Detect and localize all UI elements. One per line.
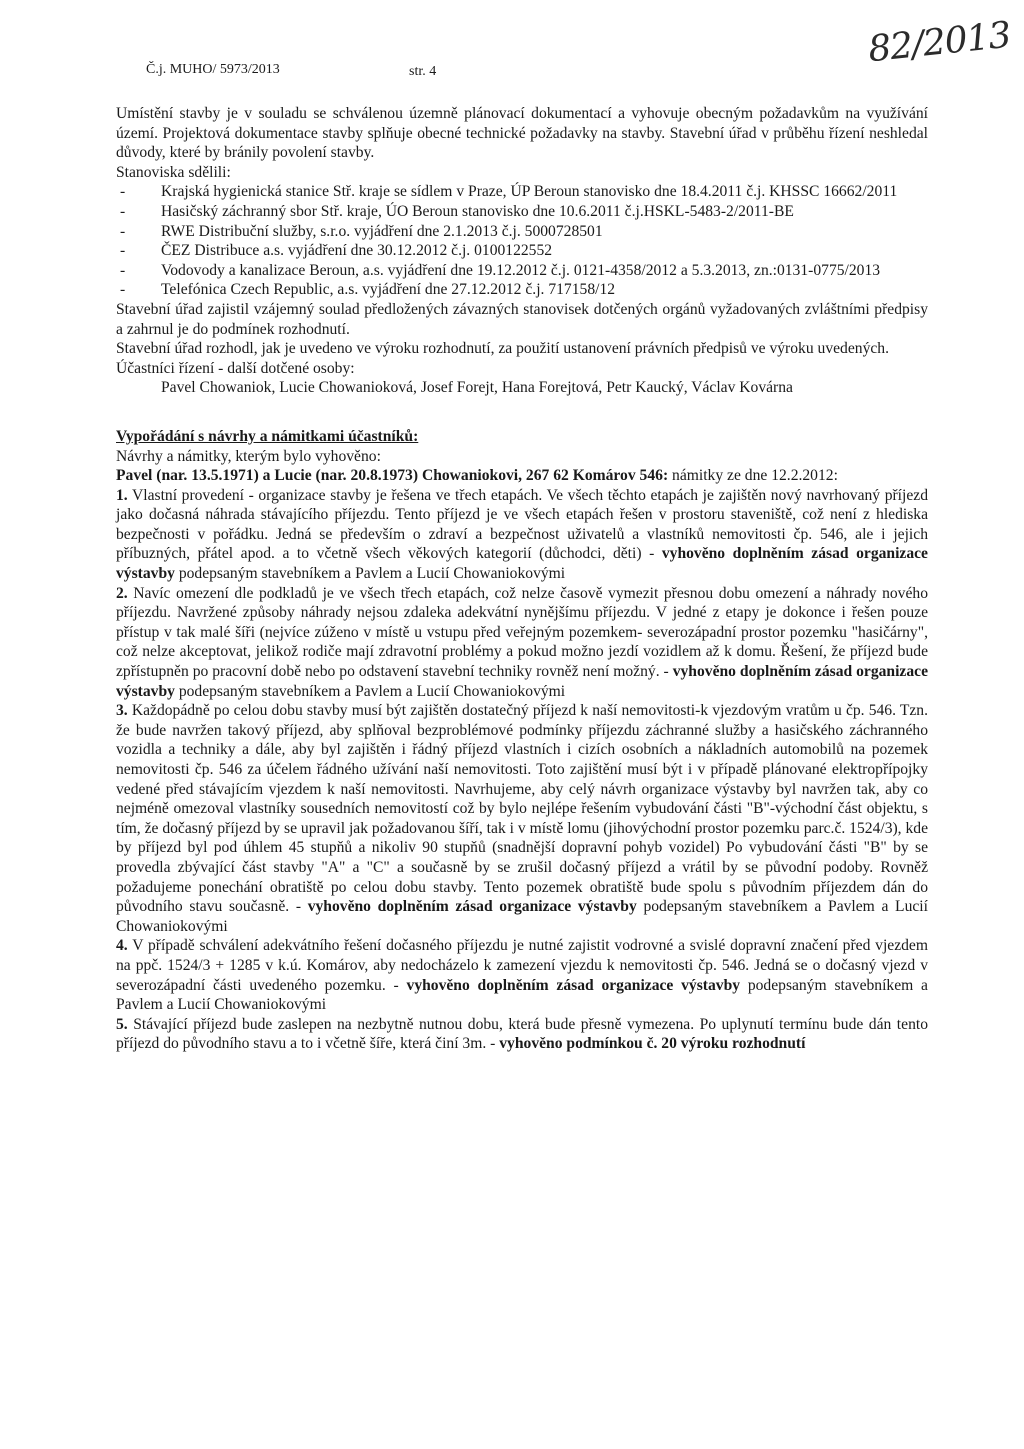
- objection-number: 3.: [116, 702, 128, 720]
- objection-item: [116, 701, 928, 936]
- objection-text: V případě schválení adekvátního řešení dočasného příjezdu je nutné zajistit vodrovné a svislé dopravní značení před vjezdem na ppč. 1524/3 + 1285 v k.ú. Komárov, aby nedocházelo k zamezení vjezdu k nemovitosti čp. 546. Jedná se o dočasný vjezd v severozápadní části uvedeného pozemku. -: [116, 937, 928, 994]
- objection-text: Navíc omezení dle podkladů je ve všech třech etapách, což nelze časově vymezit přesnou dobu omezení a náhrady nového příjezdu. Navržené způsoby náhrady nejsou zdaleka adekvátní nynějšímu příjezdu. V jedné z etapy je dokonce i řešen pouze přístup v tak malé šíři (nejvíce zúženo v místě u vstupu před veřejným pozemkem- severozápadní prostor pozemku "hasičárny", což nelze akceptovat, jelikož rodiče mají zdravotní problémy a pokud možno jezdí vozidlem až k domu. Řešení, že příjezd bude zpřístupněn po pracovní době nebo po odstavení stavební techniky rovněž není možný. -: [116, 584, 928, 681]
- objections-title: Vypořádání s návrhy a námitkami účastníků:: [116, 427, 419, 445]
- participants-names: Pavel Chowaniok, Lucie Chowanioková, Josef Forejt, Hana Forejtová, Petr Kaucký, Václav Kovárna: [161, 379, 793, 397]
- participants-label: Účastníci řízení - další dotčené osoby:: [116, 359, 355, 377]
- objection-verdict: vyhověno doplněním zásad organizace výstavby: [406, 976, 741, 994]
- opinions-label: Stanoviska sdělili:: [116, 163, 231, 181]
- intro-paragraph: Umístění stavby je v souladu se schválenou územně plánovací dokumentací a vyhovuje obecným požadavkům na využívání území. Projektová dokumentace stavby splňuje obecné technické požadavky na stavby. Stavební úřad v průběhu řízení neshledal důvody, které by bránily povolení stavby.: [116, 105, 928, 162]
- reference-number: Č.j. MUHO/ 5973/2013: [146, 62, 280, 77]
- objection-verdict: vyhověno podmínkou č. 20 výroku rozhodnutí: [499, 1035, 806, 1053]
- objection-item: [116, 1015, 928, 1054]
- decision-paragraph: Stavební úřad rozhodl, jak je uvedeno ve výroku rozhodnutí, za použití ustanovení právních předpisů ve výroku uvedených.: [116, 340, 889, 358]
- party-date: námitky ze dne 12.2.2012:: [668, 467, 838, 485]
- list-item: - ČEZ Distribuce a.s. vyjádření dne 30.12.2012 č.j. 0100122552: [116, 241, 928, 261]
- objection-number: 2.: [116, 584, 128, 602]
- objection-verdict: vyhověno doplněním zásad organizace výstavby: [307, 898, 637, 916]
- objection-number: 1.: [116, 486, 128, 504]
- document-body: [116, 104, 928, 1054]
- objection-tail: podepsaným stavebníkem a Pavlem a Lucií Chowaniokovými: [174, 682, 566, 700]
- party-name: Pavel (nar. 13.5.1971) a Lucie (nar. 20.8.1973) Chowaniokovi, 267 62 Komárov 546:: [116, 467, 669, 485]
- harmony-paragraph: Stavební úřad zajistil vzájemný soulad předložených závazných stanovisek dotčených orgánů vyžadovaných zvláštními předpisy a zahrnul je do podmínek rozhodnutí.: [116, 300, 928, 338]
- objection-text: Vlastní provedení - organizace stavby je řešena ve třech etapách. Ve všech těchto etapách je zajištěn nový navrhovaný příjezd jako dočasná náhrada stávajícího příjezdu. Tento příjezd je ve všech etapách řešen v prostoru staveniště, což není z hlediska bezpečnosti v pořádku. Jedná se především o zdraví a bezpečnost uživatelů a vlastníků nemovitosti čp. 546, ale i jejich příbuzných, přátel apod. a to včetně všech věkových kategorií (důchodci, děti) -: [116, 486, 928, 563]
- handwritten-stamp: 82/2013: [866, 14, 1013, 71]
- list-item: - Hasičský záchranný sbor Stř. kraje, ÚO Beroun stanovisko dne 10.6.2011 č.j.HSKL-5483-2/2011-BE: [116, 202, 928, 222]
- list-item: - Krajská hygienická stanice Stř. kraje se sídlem v Praze, ÚP Beroun stanovisko dne 18.4.2011 č.j. KHSSC 16662/2011: [116, 182, 928, 202]
- accepted-label: Návrhy a námitky, kterým bylo vyhověno:: [116, 447, 381, 465]
- objection-number: 4.: [116, 937, 128, 955]
- list-item: - RWE Distribuční služby, s.r.o. vyjádření dne 2.1.2013 č.j. 5000728501: [116, 222, 928, 242]
- page-number: str. 4: [409, 64, 437, 79]
- objection-number: 5.: [116, 1015, 128, 1033]
- objection-verdict: vyhověno doplněním zásad organizace výstavby: [116, 663, 928, 700]
- objection-tail: podepsaným stavebníkem a Pavlem a Lucií Chowaniokovými: [116, 898, 928, 935]
- opinions-list: [116, 182, 928, 300]
- objection-tail: podepsaným stavebníkem a Pavlem a Lucií Chowaniokovými: [116, 976, 928, 1014]
- objection-item: [116, 486, 928, 584]
- list-item: - Telefónica Czech Republic, a.s. vyjádření dne 27.12.2012 č.j. 717158/12: [116, 280, 928, 300]
- objection-text: Stávající příjezd bude zaslepen na nezbytně nutnou dobu, která bude přesně vymezena. Po uplynutí termínu bude dán tento příjezd do původního stavu a to i včetně šíře, která činí 3m. -: [116, 1015, 928, 1053]
- objection-verdict: vyhověno doplněním zásad organizace výstavby: [116, 545, 928, 583]
- party-line: [116, 466, 928, 486]
- objection-tail: podepsaným stavebníkem a Pavlem a Lucií Chowaniokovými: [174, 565, 566, 583]
- objection-item: [116, 584, 928, 702]
- list-item: - Vodovody a kanalizace Beroun, a.s. vyjádření dne 19.12.2012 č.j. 0121-4358/2012 a 5.3.2013, zn.:0131-0775/2013: [116, 261, 928, 281]
- objection-item: [116, 936, 928, 1014]
- objection-text: Každopádně po celou dobu stavby musí být zajištěn dostatečný příjezd k naší nemovitosti-k vjezdovým vratům u čp. 546. Tzn. že bude navržen takový příjezd, aby splňoval bezproblémové podmínky příjezdu záchranné služby a hasičského záchranného vozidla a techniky a dále, aby byl zajištěn i řádný příjezd vlastních i cizích osobních a nákladních automobilů na pozemek nemovitosti čp. 546 za účelem řádného užívání naší nemovitosti. Toto zajištění musí být i v případě plánované elektropřípojky vedené před stávajícím vjezdem k naší nemovitosti. Navrhujeme, aby celý návrh organizace výstavby byl navržen tak, aby co nejméně omezoval vlastníky sousedních nemovitostí což by bylo nejlépe řešením vybudování části "B"-východní část objektu, s tím, že dočasný příjezd by se upravil jak požadovanou šíří, tak i v místě lomu (jihovýchodní prostor pozemku parc.č. 1524/3), kde by příjezd byl pod úhlem 45 stupňů a nikoliv 90 stupňů (snadnější dopravní pohyb vozidel) Po vybudování části "B" by se provedla zbývající část stavby "A" a "C" a současně by se zrušil dočasný příjezd a vrátil by se původní podoby. Rovněž požadujeme ponechání obratiště po celou dobu stavby. Tento pozemek obratiště bude spolu s původním příjezdem dán do původního stavu současně. -: [116, 702, 928, 916]
